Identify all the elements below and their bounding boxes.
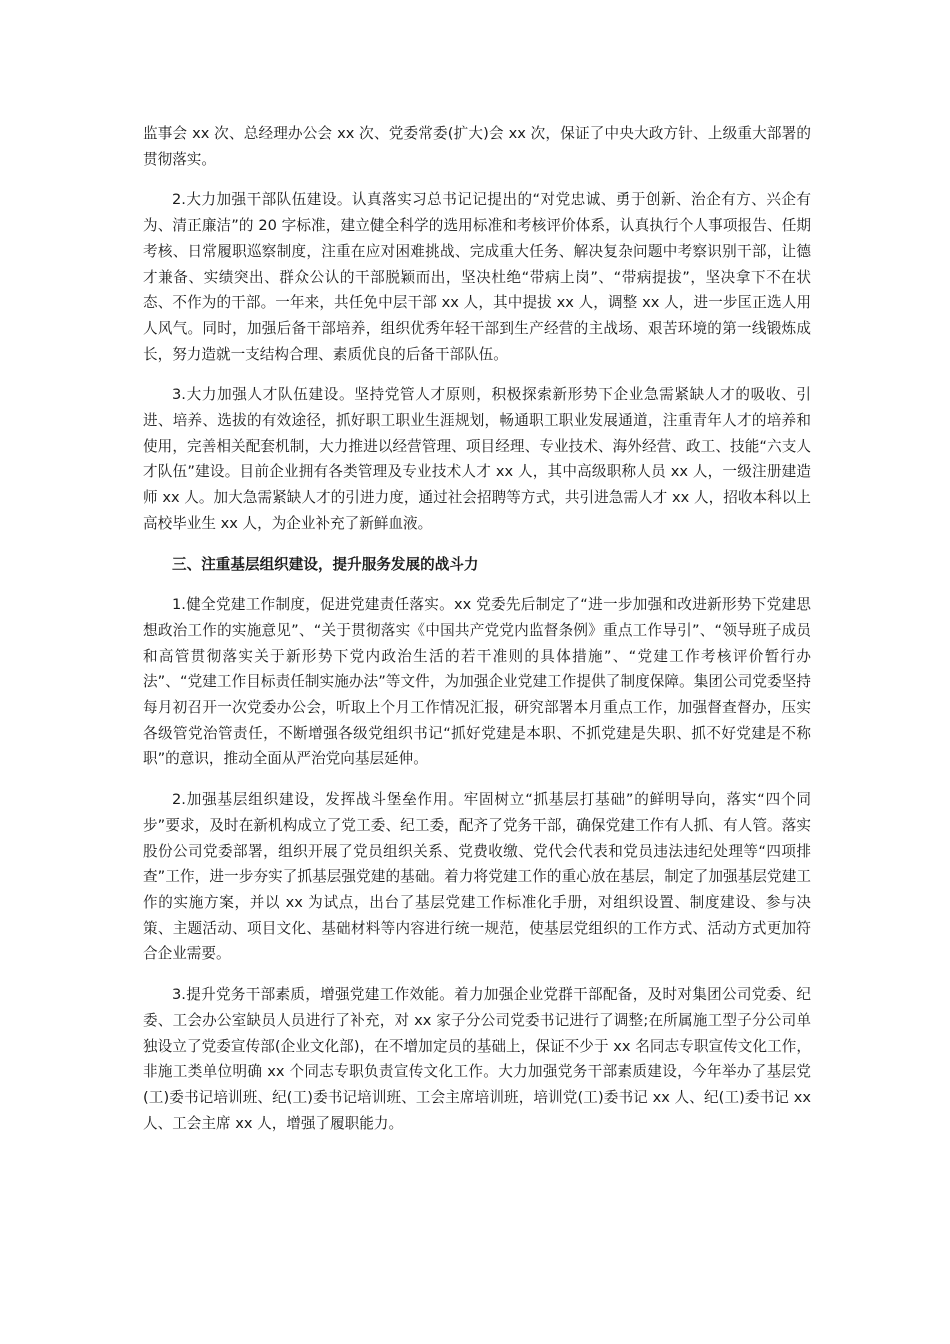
section-heading: 三、注重基层组织建设，提升服务发展的战斗力 (172, 555, 479, 573)
continued-paragraph: 监事会 xx 次、总经理办公会 xx 次、党委常委(扩大)会 xx 次，保证了中央大政方针、上级重大部署的贯彻落实。 (143, 125, 811, 168)
document-page (143, 121, 811, 1151)
paragraph-party-cadre-quality: 3.提升党务干部素质，增强党建工作效能。着力加强企业党群干部配备，及时对集团公司党委、纪委、工会办公室缺员人员进行了补充，对 xx 家子分公司党委书记进行了调整;在所属施工型子分公司单独设立了党委宣传部(企业文化部)，在不增加定员的基础上，保证不少于 xx 名同志专职宣传文化工作，非施工类单位明确 xx 个同志专职负责宣传文化工作。大力加强党务干部素质建设，今年举办了基层党(工)委书记培训班、纪(工)委书记培训班、工会主席培训班，培训党(工)委书记 xx 人、纪(工)委书记 xx 人、工会主席 xx 人，增强了履职能力。 (143, 986, 811, 1132)
paragraph-grassroots-organization: 2.加强基层组织建设，发挥战斗堡垒作用。牢固树立“抓基层打基础”的鲜明导向，落实“四个同步”要求，及时在新机构成立了党工委、纪工委，配齐了党务干部，确保党建工作有人抓、有人管。落实股份公司党委部署，组织开展了党员组织关系、党费收缴、党代会代表和党员违法违纪处理等“四项排查”工作，进一步夯实了抓基层强党建的基础。着力将党建工作的重心放在基层，制定了加强基层党建工作的实施方案，并以 xx 为试点，出台了基层党建工作标准化手册，对组织设置、制度建设、参与决策、主题活动、项目文化、基础材料等内容进行统一规范，使基层党组织的工作方式、活动方式更加符合企业需要。 (143, 791, 811, 963)
paragraph-talent-team: 3.大力加强人才队伍建设。坚持党管人才原则，积极探索新形势下企业急需紧缺人才的吸收、引进、培养、选拔的有效途径，抓好职工职业生涯规划，畅通职工职业发展通道，注重青年人才的培养和使用，完善相关配套机制，大力推进以经营管理、项目经理、专业技术、海外经营、政工、技能“六支人才队伍”建设。目前企业拥有各类管理及专业技术人才 xx 人，其中高级职称人员 xx 人，一级注册建造师 xx 人。加大急需紧缺人才的引进力度，通过社会招聘等方式，共引进急需人才 xx 人，招收本科以上高校毕业生 xx 人，为企业补充了新鲜血液。 (143, 386, 811, 532)
paragraph-party-system: 1.健全党建工作制度，促进党建责任落实。xx 党委先后制定了“进一步加强和改进新形势下党建思想政治工作的实施意见”、“关于贯彻落实《中国共产党党内监督条例》重点工作导引”、“领导班子成员和高管贯彻落实关于新形势下党内政治生活的若干准则的具体措施”、“党建工作考核评价暂行办法”、“党建工作目标责任制实施办法”等文件，为加强企业党建工作提供了制度保障。集团公司党委坚持每月初召开一次党委办公会，听取上个月工作情况汇报，研究部署本月重点工作，加强督查督办，压实各级管党治管责任，不断增强各级党组织书记“抓好党建是本职、不抓党建是失职、抓不好党建是不称职”的意识，推动全面从严治党向基层延伸。 (143, 596, 811, 768)
paragraph-cadre-team: 2.大力加强干部队伍建设。认真落实习总书记记提出的“对党忠诚、勇于创新、治企有方、兴企有为、清正廉洁”的 20 字标准，建立健全科学的选用标准和考核评价体系，认真执行个人事项报告、任期考核、日常履职巡察制度，注重在应对困难挑战、完成重大任务、解决复杂问题中考察识别干部，让德才兼备、实绩突出、群众公认的干部脱颖而出，坚决杜绝“带病上岗”、“带病提拔”，坚决拿下不在状态、不作为的干部。一年来，共任免中层干部 xx 人，其中提拔 xx 人，调整 xx 人，进一步匡正选人用人风气。同时，加强后备干部培养，组织优秀年轻干部到生产经营的主战场、艰苦环境的第一线锻炼成长，努力造就一支结构合理、素质优良的后备干部队伍。 (143, 191, 811, 363)
